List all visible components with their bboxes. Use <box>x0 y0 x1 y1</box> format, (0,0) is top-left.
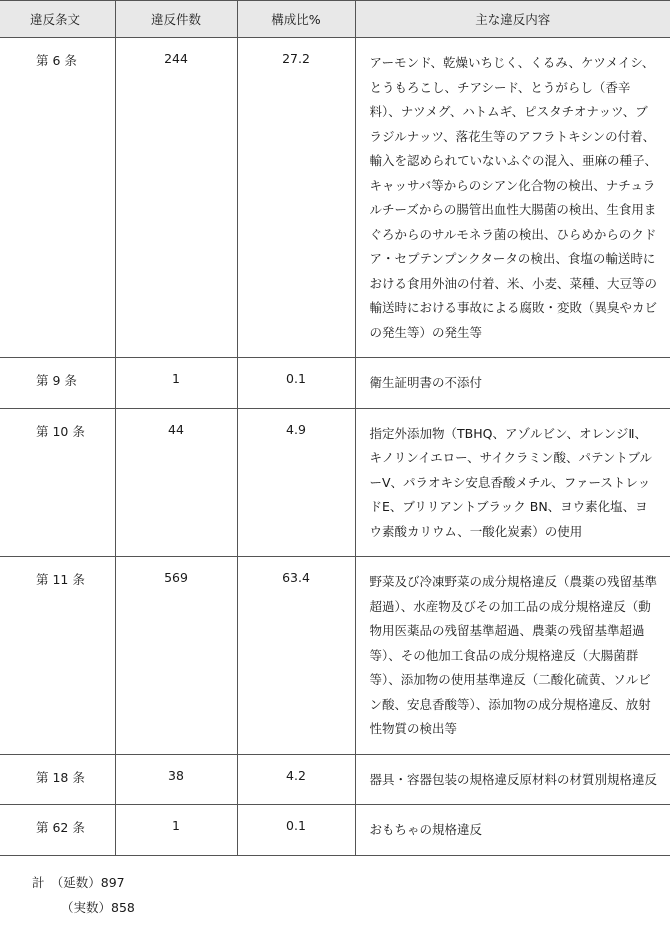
count-cell: 38 <box>115 754 237 805</box>
header-article: 違反条文 <box>0 1 115 38</box>
header-count: 違反件数 <box>115 1 237 38</box>
table-row <box>0 358 670 409</box>
count-cell: 1 <box>115 358 237 409</box>
total-actual: （実数）858 <box>61 899 135 915</box>
content-cell: 衛生証明書の不添付 <box>355 358 670 409</box>
table-row <box>0 805 670 856</box>
article-cell: 第 18 条 <box>0 754 115 805</box>
content-cell: アーモンド、乾燥いちじく、くるみ、ケツメイシ、とうもろこし、チアシード、とうがらし（香辛料）、ナツメグ、ハトムギ、ピスタチオナッツ、ブラジルナッツ、落花生等のアフラトキシンの付着、輸入を認められていないふぐの混入、亜麻の種子、キャッサバ等からのシアン化合物の検出、ナチュラルチーズからの腸管出血性大腸菌の検出、生食用まぐろからのサルモネラ菌の検出、ひらめからのクドア・セプテンプンクタータの検出、食塩の輸送時における食用外油の付着、米、小麦、菜種、大豆等の輸送時における事故による腐敗・変敗（異臭やカビの発生等）の発生等 <box>355 38 670 358</box>
content-cell: おもちゃの規格違反 <box>355 805 670 856</box>
count-cell: 569 <box>115 557 237 755</box>
content-cell: 野菜及び冷凍野菜の成分規格違反（農薬の残留基準超過）、水産物及びその加工品の成分規格違反（動物用医薬品の残留基準超過、農薬の残留基準超過等）、その他加工食品の成分規格違反（大腸菌群等）、添加物の使用基準違反（二酸化硫黄、ソルビン酸、安息香酸等）、添加物の成分規格違反、放射性物質の検出等 <box>355 557 670 755</box>
header-content: 主な違反内容 <box>355 1 670 38</box>
ratio-cell: 63.4 <box>237 557 355 755</box>
count-cell: 44 <box>115 408 237 557</box>
count-cell: 244 <box>115 38 237 358</box>
ratio-cell: 27.2 <box>237 38 355 358</box>
ratio-cell: 4.9 <box>237 408 355 557</box>
article-cell: 第 11 条 <box>0 557 115 755</box>
table-row <box>0 408 670 557</box>
header-row <box>0 1 670 38</box>
table-row <box>0 754 670 805</box>
count-cell: 1 <box>115 805 237 856</box>
content-cell: 指定外添加物（TBHQ、アゾルビン、オレンジⅡ、キノリンイエロー、サイクラミン酸、パテントブルーⅤ、パラオキシ安息香酸メチル、ファーストレッドE、ブリリアントブラック BN、ヨウ素化塩、ヨウ素酸カリウム、一酸化炭素）の使用 <box>355 408 670 557</box>
header-ratio: 構成比% <box>237 1 355 38</box>
content-cell: 器具・容器包装の規格違反原材料の材質別規格違反 <box>355 754 670 805</box>
ratio-cell: 0.1 <box>237 805 355 856</box>
total-row <box>0 855 670 930</box>
article-cell: 第 10 条 <box>0 408 115 557</box>
ratio-cell: 4.2 <box>237 754 355 805</box>
total-extended: 計 （延数）897 <box>32 874 125 890</box>
table-row <box>0 557 670 755</box>
article-cell: 第 6 条 <box>0 38 115 358</box>
total-cell <box>0 855 670 930</box>
table-row <box>0 38 670 358</box>
article-cell: 第 9 条 <box>0 358 115 409</box>
ratio-cell: 0.1 <box>237 358 355 409</box>
article-cell: 第 62 条 <box>0 805 115 856</box>
